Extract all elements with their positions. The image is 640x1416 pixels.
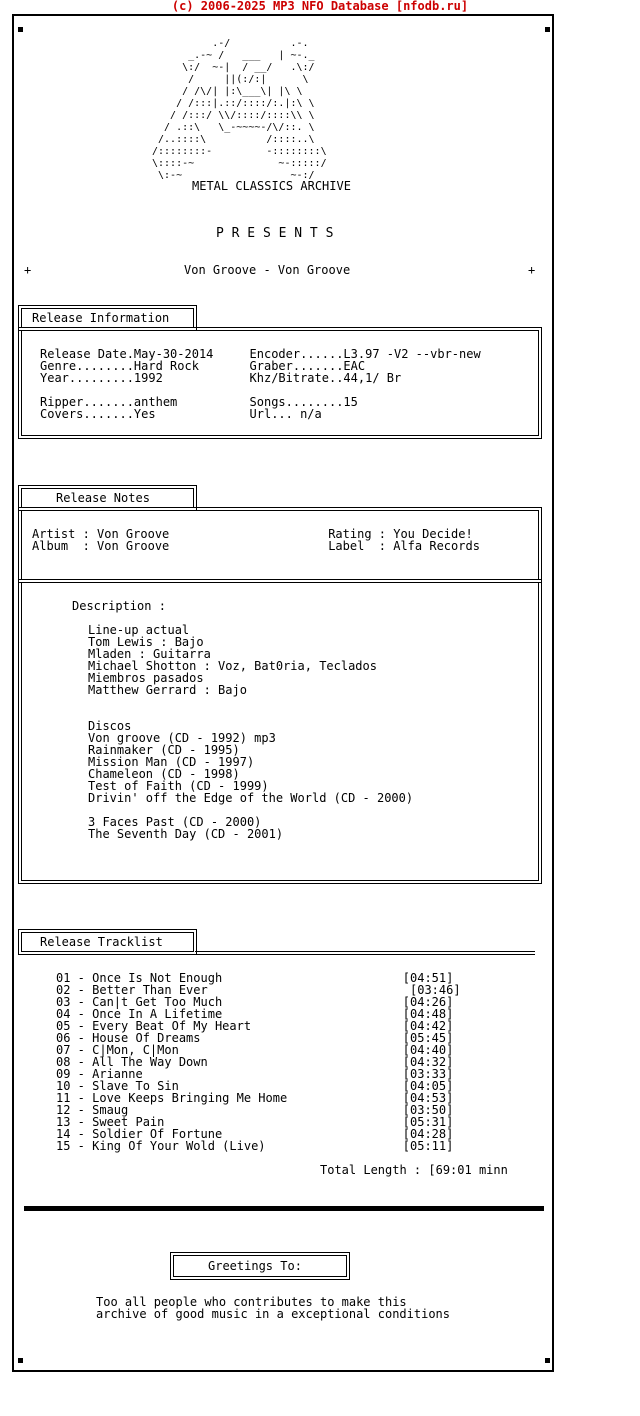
release-title: Von Groove - Von Groove [184, 263, 351, 277]
track-item: 15 - King Of Your Wold (Live) [05:11] [56, 1139, 454, 1153]
track-item: 05 - Every Beat Of My Heart [04:42] [56, 1019, 454, 1033]
logo-ascii-art: .-/ .-. _.-~ / ___ | ~-._ \:/ ~-| / __/ .\:/ / ||(:/:| \ / /\/| |:\___\| |\ \ / /:::|.::/::::/:.|:\ \ / /:::/ \\/::::/::::\\ \ / .::\ \_-~~~~-/\/::. \ /..::::\ /::::..\ /::::::::- -::::::::\ \::::-~ ~-:::::/ \:-~ ~-:/ [152, 38, 327, 181]
release-info-line: Year.........1992 Khz/Bitrate..44,1/ Br [40, 371, 402, 385]
description-line: Mission Man (CD - 1997) [88, 755, 255, 769]
description-line: Drivin' off the Edge of the World (CD - 2000) [88, 791, 414, 805]
total-length: Total Length : [69:01 minn [320, 1163, 508, 1177]
description-line: Von groove (CD - 1992) mp3 [88, 731, 276, 745]
track-item: 06 - House Of Dreams [05:45] [56, 1031, 454, 1045]
description-line: 3 Faces Past (CD - 2000) [88, 815, 262, 829]
description-line: Line-up actual [88, 623, 190, 637]
corner-dot [18, 1358, 23, 1363]
release-notes-label: Release Notes [56, 491, 150, 505]
greetings-line: Too all people who contributes to make this [96, 1295, 407, 1309]
copyright-header: (c) 2006-2025 MP3 NFO Database [nfodb.ru] [171, 0, 469, 13]
track-item: 01 - Once Is Not Enough [04:51] [56, 971, 454, 985]
release-info-line: Release Date.May-30-2014 Encoder......L3.97 -V2 --vbr-new [40, 347, 481, 361]
track-item: 14 - Soldier Of Fortune [04:28] [56, 1127, 454, 1141]
track-item: 09 - Arianne [03:33] [56, 1067, 454, 1081]
description-heading: Description : [72, 599, 166, 613]
corner-dot [545, 27, 550, 32]
description-line: Matthew Gerrard : Bajo [88, 683, 247, 697]
greetings-line: archive of good music in a exceptional conditions [96, 1307, 451, 1321]
section-divider [24, 1206, 544, 1211]
tracklist-rule [195, 954, 535, 955]
track-item: 03 - Can|t Get Too Much [04:26] [56, 995, 454, 1009]
track-item: 11 - Love Keeps Bringing Me Home [04:53] [56, 1091, 454, 1105]
description-line: Miembros pasados [88, 671, 204, 685]
greetings-label: Greetings To: [208, 1259, 302, 1273]
description-line: Discos [88, 719, 132, 733]
logo-caption: METAL CLASSICS ARCHIVE [192, 179, 351, 193]
plus-marker-left: + [24, 263, 32, 277]
track-item: 10 - Slave To Sin [04:05] [56, 1079, 454, 1093]
description-line: The Seventh Day (CD - 2001) [88, 827, 284, 841]
corner-dot [18, 27, 23, 32]
plus-marker-right: + [528, 263, 536, 277]
release-info-label: Release Information [32, 311, 170, 325]
release-info-line: Covers.......Yes Url... n/a [40, 407, 322, 421]
release-notes-meta-line: Album : Von Groove Label : Alfa Records [32, 539, 480, 553]
description-line: Test of Faith (CD - 1999) [88, 779, 269, 793]
description-line: Mladen : Guitarra [88, 647, 211, 661]
tracklist-rule [195, 951, 535, 952]
track-item: 07 - C|Mon, C|Mon [04:40] [56, 1043, 454, 1057]
track-item: 02 - Better Than Ever [03:46] [56, 983, 461, 997]
release-notes-meta-line: Artist : Von Groove Rating : You Decide! [32, 527, 473, 541]
track-item: 04 - Once In A Lifetime [04:48] [56, 1007, 454, 1021]
tracklist-label: Release Tracklist [40, 935, 163, 949]
release-info-line: Ripper.......anthem Songs........15 [40, 395, 358, 409]
description-line: Rainmaker (CD - 1995) [88, 743, 240, 757]
track-item: 13 - Sweet Pain [05:31] [56, 1115, 454, 1129]
corner-dot [545, 1358, 550, 1363]
track-item: 12 - Smaug [03:50] [56, 1103, 454, 1117]
description-line: Tom Lewis : Bajo [88, 635, 204, 649]
track-item: 08 - All The Way Down [04:32] [56, 1055, 454, 1069]
presents-heading: P R E S E N T S [216, 226, 334, 241]
description-line: Michael Shotton : Voz, Bat0ria, Teclados [88, 659, 377, 673]
description-line: Chameleon (CD - 1998) [88, 767, 240, 781]
release-info-line: Genre........Hard Rock Graber.......EAC [40, 359, 366, 373]
